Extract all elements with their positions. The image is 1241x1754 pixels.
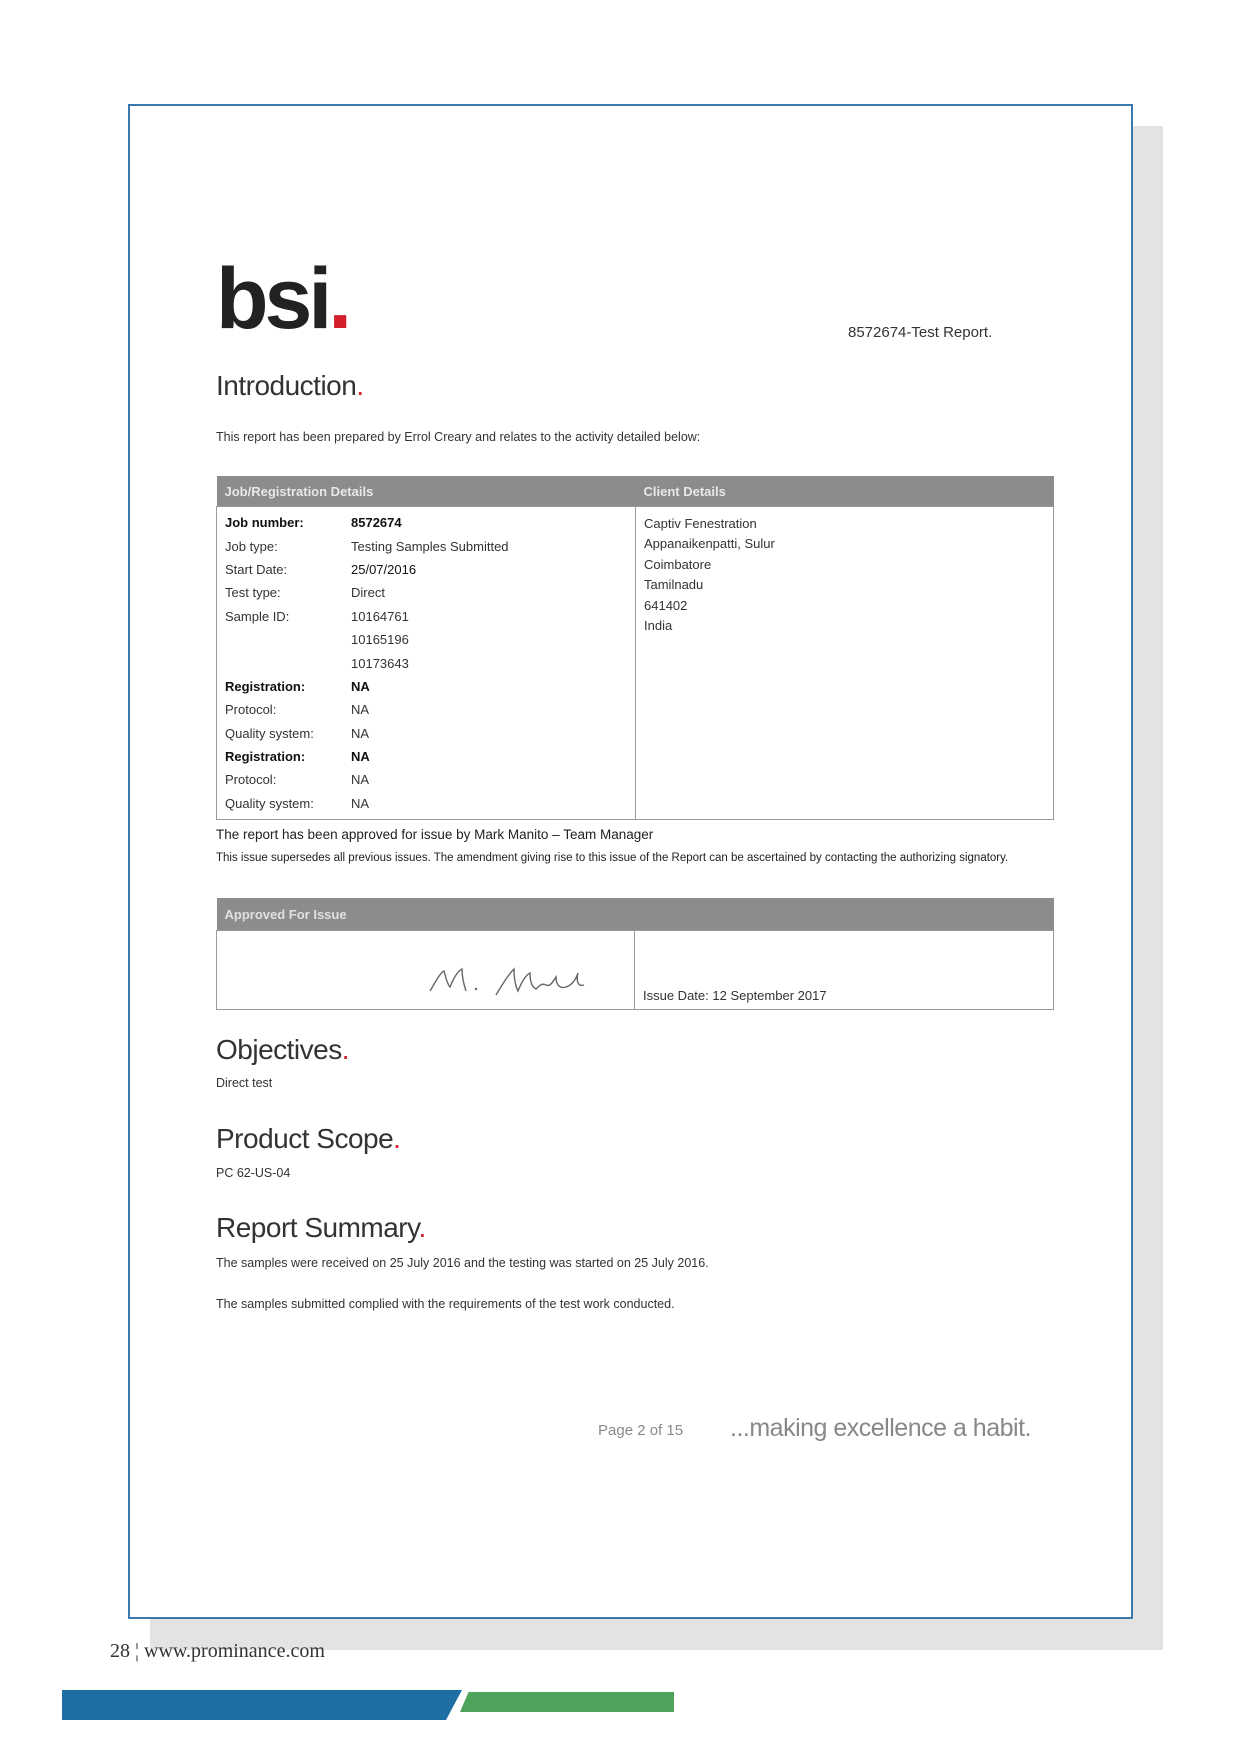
report-summary-heading: Report Summary. [216,1212,426,1243]
client-line: Appanaikenpatti, Sulur [644,536,775,552]
job-row: Quality system: NA [225,795,370,811]
client-line: Tamilnadu [644,577,704,593]
report-page [128,104,1133,1619]
approved-for-issue-header: Approved For Issue [217,898,635,931]
footer-blue-bar [62,1690,462,1720]
issue-date-cell [635,931,1054,1010]
product-scope-heading: Product Scope. [216,1123,401,1154]
objectives-text: Direct test [216,1076,273,1090]
approval-header-empty [635,898,1054,931]
magazine-footer: 28 ¦ www.prominance.com [110,1640,325,1662]
job-row: Registration: NA [225,678,370,694]
signature-cell [217,931,635,1010]
product-scope-text: PC 62-US-04 [216,1166,291,1180]
objectives-heading: Objectives. [216,1034,349,1065]
job-details-header: Job/Registration Details [217,476,636,507]
job-row: 10165196 [351,632,409,648]
client-line: Captiv Fenestration [644,515,757,531]
client-details-cell [636,507,1054,820]
client-line: India [644,618,673,634]
introduction-text: This report has been prepared by Errol Creary and relates to the activity detailed below: [216,430,701,444]
supersede-text: This issue supersedes all previous issues. The amendment giving rise to this issue of the Report can be ascertained by contacting the authorizing signatory. [216,852,1009,864]
job-details-table [216,476,1054,820]
job-row: Test type: Direct [225,585,385,601]
footer-green-bar [460,1692,674,1712]
report-summary-text-2: The samples submitted complied with the requirements of the test work conducted. [216,1297,675,1311]
tagline: ...making excellence a habit. [730,1414,1031,1442]
job-row: Quality system: NA [225,725,370,741]
job-row: Registration: NA [225,749,370,765]
job-row: Start Date: 25/07/2016 [225,561,417,577]
issue-date: Issue Date: 12 September 2017 [643,988,827,1003]
report-summary-text-1: The samples were received on 25 July 2016 and the testing was started on 25 July 2016. [216,1256,709,1270]
introduction-heading: Introduction. [216,370,364,401]
job-row: Protocol: NA [225,772,370,788]
bsi-logo: bsi. [216,251,353,347]
client-line: 641402 [644,597,688,613]
job-row: Sample ID: 10164761 [225,608,409,624]
job-row: Job type: Testing Samples Submitted [225,538,509,554]
job-row: Job number: 8572674 [225,515,402,531]
job-details-cell [217,507,636,820]
job-row: 10173643 [351,655,409,671]
report-reference: 8572674-Test Report. [848,324,993,341]
signature-image [426,961,596,1001]
approved-by-text: The report has been approved for issue by Mark Manito – Team Manager [216,827,654,842]
job-row: Protocol: NA [225,702,370,718]
client-details-header: Client Details [636,476,1054,507]
client-line: Coimbatore [644,556,712,572]
approval-table [216,898,1054,1010]
page-number: Page 2 of 15 [598,1422,684,1439]
